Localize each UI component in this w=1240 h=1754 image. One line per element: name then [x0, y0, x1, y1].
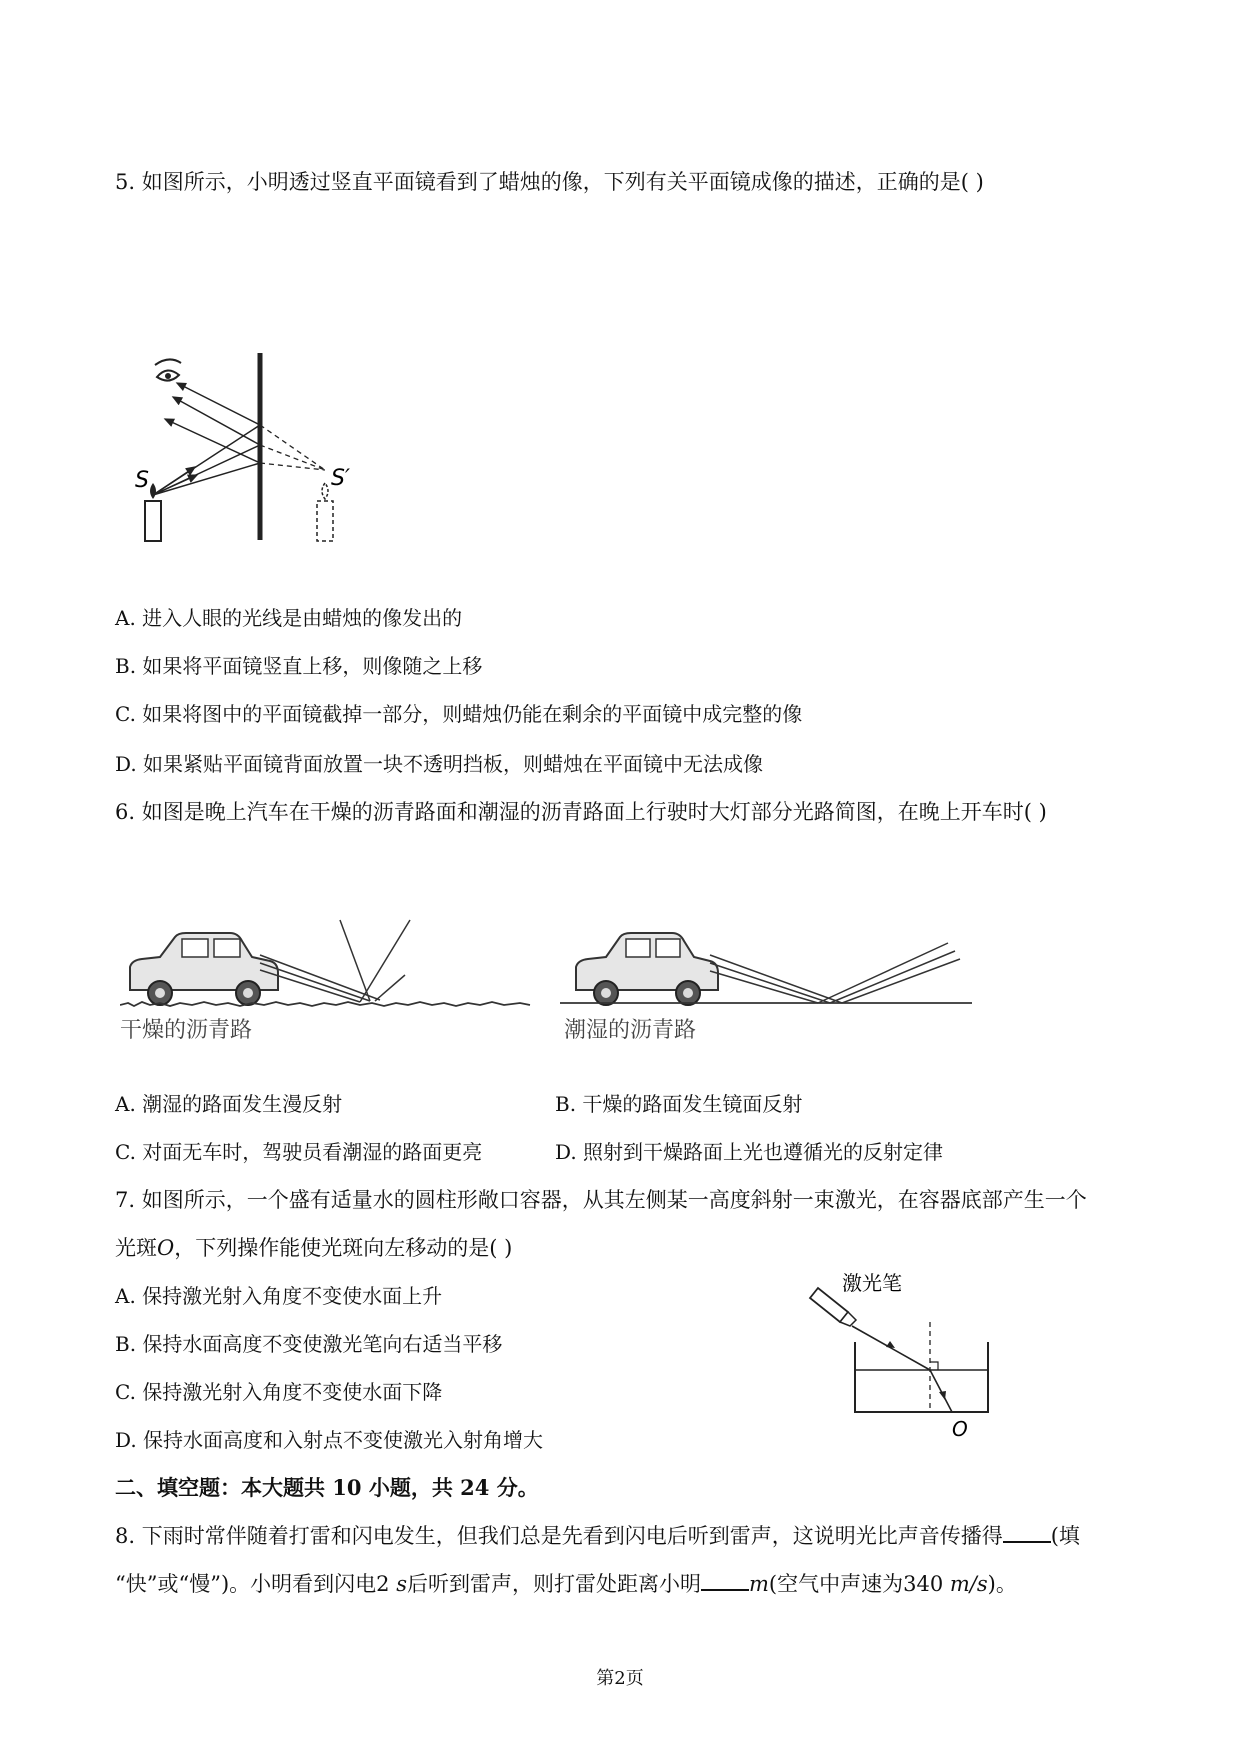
q8-line2-a: “快”或“慢”)。小明看到闪电 — [115, 1572, 377, 1596]
q8-num-2: 2 — [376, 1572, 390, 1596]
q5-option-d: D. 如果紧贴平面镜背面放置一块不透明挡板，则蜡烛在平面镜中无法成像 — [115, 752, 764, 776]
q8-unit-m: m — [748, 1572, 769, 1596]
q5-figure — [135, 335, 395, 555]
q8-blank-2[interactable] — [701, 1571, 749, 1591]
q6-figure-wet — [560, 915, 980, 1045]
label-S: S — [135, 468, 149, 493]
q8-speed-value: 340 — [903, 1572, 944, 1596]
q7-stem-line2-post: ，下列操作能使光斑向左移动的是( ) — [174, 1236, 513, 1260]
car-icon — [576, 933, 718, 1005]
q8-line2-c: (空气中声速为 — [768, 1572, 904, 1596]
page-number: 第2页 — [596, 1668, 644, 1689]
q7-stem-line1: 7. 如图所示，一个盛有适量水的圆柱形敞口容器，从其左侧某一高度斜射一束激光，在容器底部产生一个 — [115, 1188, 1087, 1212]
q5-option-b: B. 如果将平面镜竖直上移，则像随之上移 — [115, 654, 483, 678]
q8-unit-s: s — [396, 1572, 407, 1596]
label-S-prime: S′ — [331, 466, 350, 491]
q7-figure — [800, 1270, 1010, 1445]
candle-image-icon — [317, 483, 333, 541]
q7-option-c: C. 保持激光射入角度不变使水面下降 — [115, 1380, 443, 1404]
spot-label-O: O — [952, 1417, 968, 1441]
q8-blank-1[interactable] — [1003, 1523, 1051, 1543]
q6-option-d: D. 照射到干燥路面上光也遵循光的反射定律 — [555, 1140, 944, 1164]
q5-stem: 5. 如图所示，小明透过竖直平面镜看到了蜡烛的像，下列有关平面镜成像的描述，正确的是( ) — [115, 170, 984, 194]
q6-figure-dry — [120, 915, 540, 1045]
q8-line1 — [115, 1522, 1080, 1550]
q8-line1-post: (填 — [1050, 1524, 1080, 1548]
q8-line1-pre: 8. 下雨时常伴随着打雷和闪电发生，但我们总是先看到闪电后听到雷声，这说明光比声音传播得 — [115, 1524, 1003, 1548]
section-2-title: 二、填空题：本大题共 10 小题，共 24 分。 — [115, 1475, 539, 1500]
q6-option-b: B. 干燥的路面发生镜面反射 — [555, 1092, 803, 1116]
q6-option-a: A. 潮湿的路面发生漫反射 — [115, 1092, 343, 1116]
q7-option-a: A. 保持激光射入角度不变使水面上升 — [115, 1284, 443, 1308]
q8-line2 — [115, 1570, 1017, 1598]
q7-stem-line2-pre: 光斑 — [115, 1236, 157, 1260]
q7-stem-line2 — [115, 1234, 512, 1262]
q7-var-O: O — [157, 1236, 175, 1260]
dry-road-caption: 干燥的沥青路 — [120, 1018, 253, 1043]
q7-option-b: B. 保持水面高度不变使激光笔向右适当平移 — [115, 1332, 503, 1356]
q6-stem: 6. 如图是晚上汽车在干燥的沥青路面和潮湿的沥青路面上行驶时大灯部分光路简图，在晚上开车时( ) — [115, 800, 1047, 824]
q5-option-c: C. 如果将图中的平面镜截掉一部分，则蜡烛仍能在剩余的平面镜中成完整的像 — [115, 702, 803, 726]
q8-line2-d: )。 — [987, 1572, 1017, 1596]
q7-option-d: D. 保持水面高度和入射点不变使激光入射角增大 — [115, 1428, 544, 1452]
wet-road-caption: 潮湿的沥青路 — [564, 1018, 697, 1043]
laser-pen-label: 激光笔 — [842, 1271, 902, 1295]
eye-icon — [155, 359, 181, 380]
q6-option-c: C. 对面无车时，驾驶员看潮湿的路面更亮 — [115, 1140, 483, 1164]
car-icon — [130, 933, 278, 1005]
q8-speed-unit: m/s — [949, 1572, 988, 1596]
q5-option-a: A. 进入人眼的光线是由蜡烛的像发出的 — [115, 606, 463, 630]
q8-line2-b: 后听到雷声，则打雷处距离小明 — [406, 1572, 701, 1596]
